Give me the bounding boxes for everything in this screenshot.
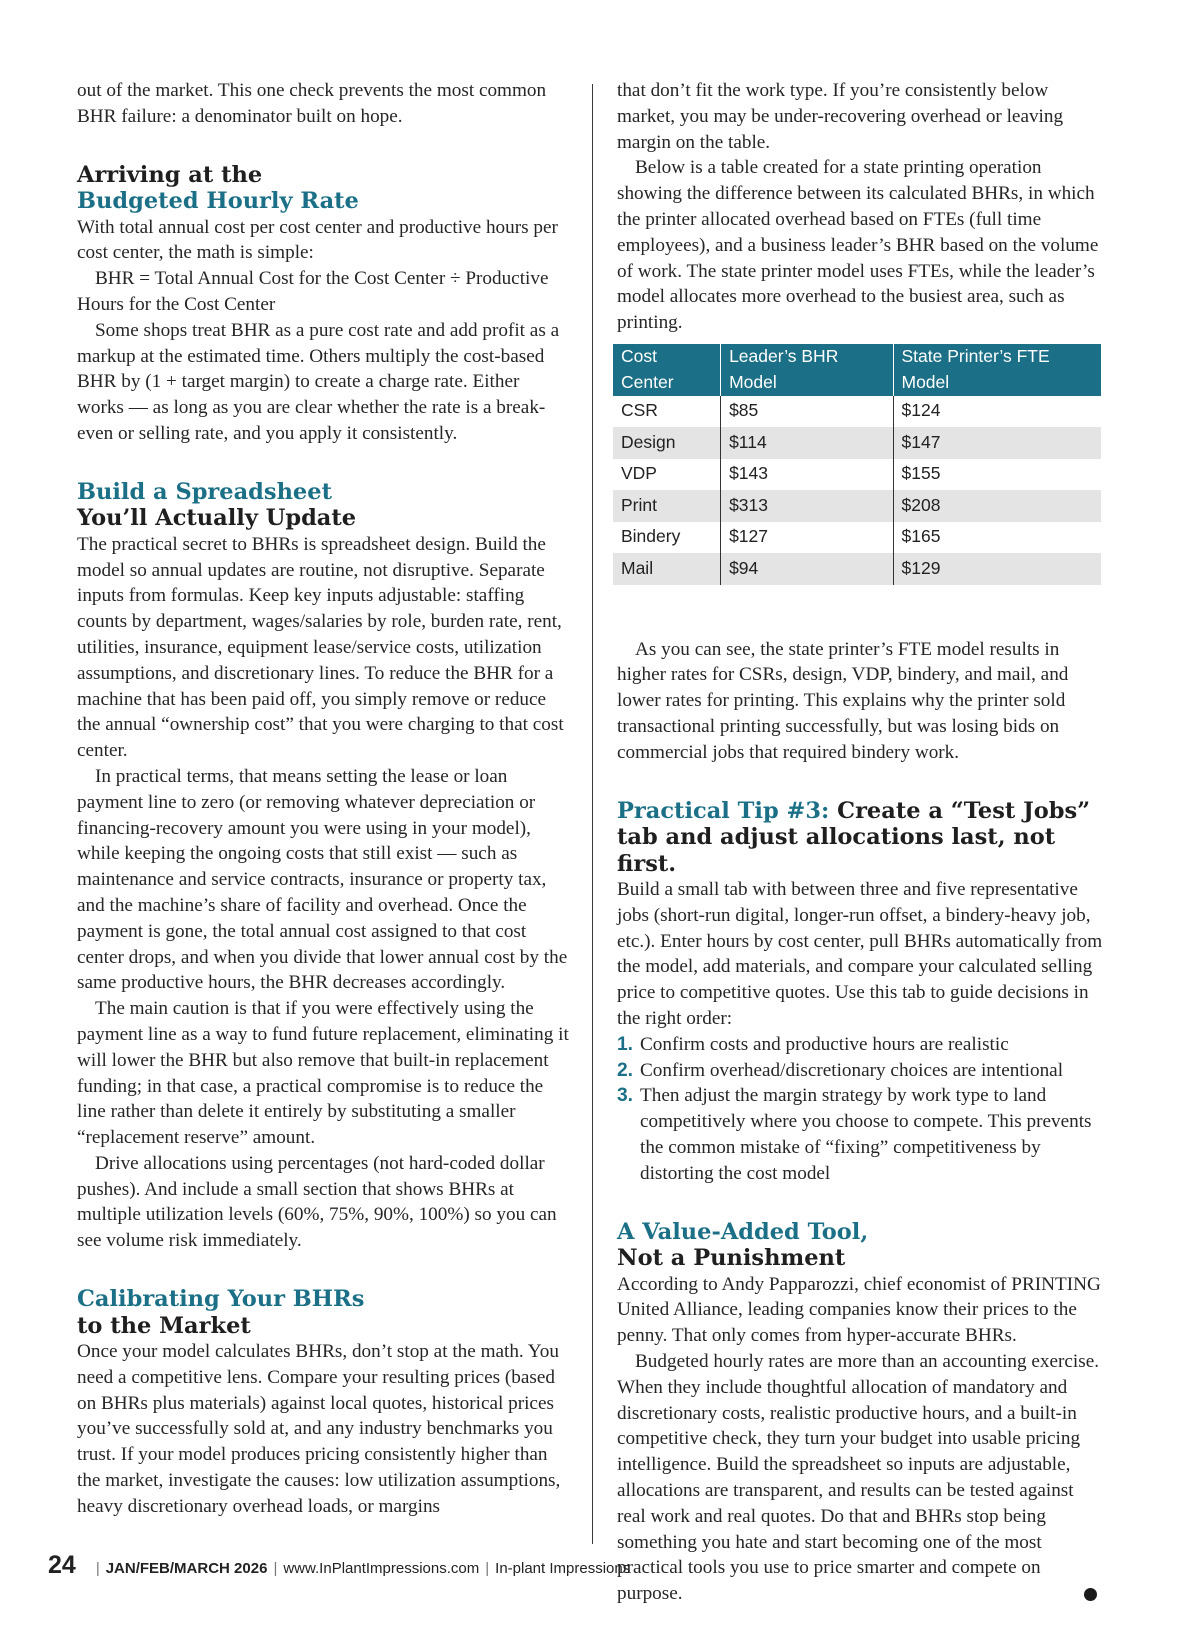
list-item: [617, 1058, 1104, 1084]
tip-title: Create a “Test Jobs” tab and adjust allocations last, not first.: [617, 797, 1091, 877]
list-item: [617, 1032, 1104, 1058]
heading-line: A Value-Added Tool,: [617, 1218, 869, 1245]
step-number: 2.: [617, 1059, 634, 1081]
list-item: [617, 1083, 1104, 1186]
publication-name: In-plant Impressions: [495, 1560, 631, 1577]
step-text: Confirm costs and productive hours are realistic: [640, 1033, 1009, 1055]
bhr-comparison-table: [613, 344, 1101, 585]
step-text: Then adjust the margin strategy by work type to land competitively where you choose to compete. This prevents the common mistake of “fixing” competitiveness by distorting the cost model: [640, 1085, 1092, 1184]
step-number: 1.: [617, 1033, 634, 1055]
table-cell: $208: [893, 490, 1101, 522]
table-cell: $143: [721, 459, 893, 491]
paragraph: Once your model calculates BHRs, don’t stop at the math. You need a competitive lens. Compare your resulting prices (based on BHRs plus materials) against local quotes, historical prices you’ve successfully sold at, and any industry benchmarks you trust. If your model produces pricing consistently higher than the market, investigate the causes: low utilization assumptions, heavy discretionary overhead loads, or margins: [77, 1341, 561, 1517]
left-column: [77, 78, 569, 1520]
footer-separator: |: [273, 1560, 278, 1577]
table-cell: Mail: [613, 553, 721, 585]
section-heading-practical-tip: [617, 798, 1104, 878]
table-cell: $127: [721, 522, 893, 554]
paragraph: In practical terms, that means setting the lease or loan payment line to zero (or removing whatever depreciation or financing-recovery amount you were using in your model), while keeping the ongoing costs that still exist — such as maintenance and service contracts, insurance or property tax, and the machine’s share of facility and overhead. Once the payment is gone, the total annual cost assigned to that cost center drops, and when you divide that lower annual cost by the same productive hours, the BHR decreases accordingly.: [77, 765, 568, 994]
heading-line: Calibrating Your BHRs: [77, 1286, 365, 1313]
table-cell: Design: [613, 427, 721, 459]
heading-line: Budgeted Hourly Rate: [77, 188, 359, 215]
page-number: 24: [48, 1551, 76, 1579]
table-cell: $114: [721, 427, 893, 459]
paragraph: Below is a table created for a state printing operation showing the difference between its calculated BHRs, in which the printer allocated overhead based on FTEs (full time employees), and a business leader’s BHR based on the volume of work. The state printer model uses FTEs, while the leader’s model allocates more overhead to the busiest area, such as printing.: [617, 157, 1099, 334]
table-row: [613, 490, 1101, 522]
right-column: [617, 78, 1104, 1607]
formula-paragraph: BHR = Total Annual Cost for the Cost Center ÷ Productive Hours for the Cost Center: [77, 268, 549, 315]
paragraph: that don’t fit the work type. If you’re consistently below market, you may be under-recovering overhead or leaving margin on the table.: [617, 80, 1064, 153]
table-cell: Bindery: [621, 526, 681, 547]
paragraph: Some shops treat BHR as a pure cost rate and add profit as a markup at the estimated time. Others multiply the cost-based BHR by (1 + target margin) to create a charge rate. Either works — as long as you are clear whether the rate is a break-even or selling rate, and you apply it consistently.: [77, 319, 560, 444]
column-header-cost-center: Cost Center: [613, 344, 721, 396]
website-link[interactable]: www.InPlantImpressions.com: [283, 1560, 480, 1577]
paragraph: The practical secret to BHRs is spreadsheet design. Build the model so annual updates are routine, not disruptive. Separate inputs from formulas. Keep key inputs adjustable: staffing counts by department, wages/salaries by role, burden rate, rent, utilities, insurance, equipment lease/service costs, utilization assumptions, and discretionary lines. To reduce the BHR for a machine that has been paid off, you simply remove or reduce the annual “ownership cost” that you were charging to that cost center.: [77, 533, 564, 762]
table-cell: $147: [893, 427, 1101, 459]
paragraph: out of the market. This one check prevents the most common BHR failure: a denominator built on hope.: [77, 80, 547, 127]
table-row: [613, 522, 1101, 554]
final-paragraph-wrap: [617, 1349, 1104, 1607]
paragraph: As you can see, the state printer’s FTE model results in higher rates for CSRs, design, VDP, bindery, and mail, and lower rates for printing. This explains why the printer sold transactional printing successfully, but was losing bids on commercial jobs that required bindery work.: [617, 638, 1069, 763]
tip-label: Practical Tip #3:: [617, 797, 830, 824]
heading-line: Not a Punishment: [617, 1245, 846, 1272]
table-header-row: [613, 344, 1101, 396]
step-number: 3.: [617, 1085, 634, 1107]
table-cell: $165: [893, 522, 1101, 554]
section-heading-build-spreadsheet: [77, 479, 569, 532]
table-cell: $85: [721, 396, 893, 428]
column-header-fte-model: State Printer’s FTE Model: [893, 344, 1101, 396]
table-cell: VDP: [621, 463, 657, 484]
paragraph: The main caution is that if you were effectively using the payment line as a way to fund future replacement, eliminating it will lower the BHR but also remove that built-in replacement funding; in that case, a practical compromise is to reduce the line rather than delete it entirely by substituting a smaller “replacement reserve” amount.: [77, 998, 569, 1149]
end-of-article-bullet-icon: [1084, 1588, 1097, 1601]
column-divider: [592, 84, 593, 1544]
page-footer: [48, 1551, 630, 1580]
table-cell: $94: [721, 553, 893, 585]
paragraph: According to Andy Papparozzi, chief economist of PRINTING United Alliance, leading companies know their prices to the penny. That only comes from hyper-accurate BHRs.: [617, 1273, 1101, 1347]
heading-line: Build a Spreadsheet: [77, 478, 332, 505]
table-row: [613, 553, 1101, 585]
table-cell: CSR: [621, 400, 658, 421]
table-cell: $313: [721, 490, 893, 522]
table-cell: $155: [893, 459, 1101, 491]
numbered-steps: [617, 1032, 1104, 1187]
section-heading-value-added-tool: [617, 1219, 1104, 1272]
paragraph: Budgeted hourly rates are more than an accounting exercise. When they include thoughtful allocation of mandatory and discretionary costs, realistic productive hours, and a built-in competitive check, they turn your budget into usable pricing intelligence. Build the spreadsheet so inputs are adjustable, allocations are transparent, and results can be tested against real work and real quotes. Do that and BHRs stop being something you hate and start becoming one of the most practical tools you use to price smarter and compete on purpose.: [617, 1351, 1100, 1605]
paragraph: Build a small tab with between three and five representative jobs (short-run digital, longer-run offset, a bindery-heavy job, etc.). Enter hours by cost center, pull BHRs automatically from the model, add materials, and compare your calculated selling price to competitive quotes. Use this tab to guide decisions in the right order:: [617, 879, 1103, 1030]
table-row: [613, 396, 1101, 428]
table-cell: $124: [893, 396, 1101, 428]
footer-separator: |: [95, 1560, 100, 1577]
table-cell: $129: [893, 553, 1101, 585]
heading-line: to the Market: [77, 1312, 251, 1339]
section-heading-calibrating: [77, 1286, 569, 1339]
table-cell: Print: [613, 490, 721, 522]
issue-date: JAN/FEB/MARCH 2026: [105, 1560, 268, 1577]
table-row: [613, 427, 1101, 459]
footer-separator: |: [485, 1560, 490, 1577]
step-text: Confirm overhead/discretionary choices are intentional: [640, 1059, 1064, 1081]
section-heading-budgeted-hourly-rate: [77, 162, 569, 215]
heading-line: Arriving at the: [77, 161, 263, 188]
column-header-leader-model: Leader’s BHR Model: [721, 344, 893, 396]
table-row: [613, 459, 1101, 491]
heading-line: You’ll Actually Update: [77, 505, 357, 532]
paragraph: With total annual cost per cost center and productive hours per cost center, the math is simple:: [77, 216, 558, 264]
paragraph: Drive allocations using percentages (not hard-coded dollar pushes). And include a small section that shows BHRs at multiple utilization levels (60%, 75%, 90%, 100%) so you can see volume risk immediately.: [77, 1152, 557, 1252]
